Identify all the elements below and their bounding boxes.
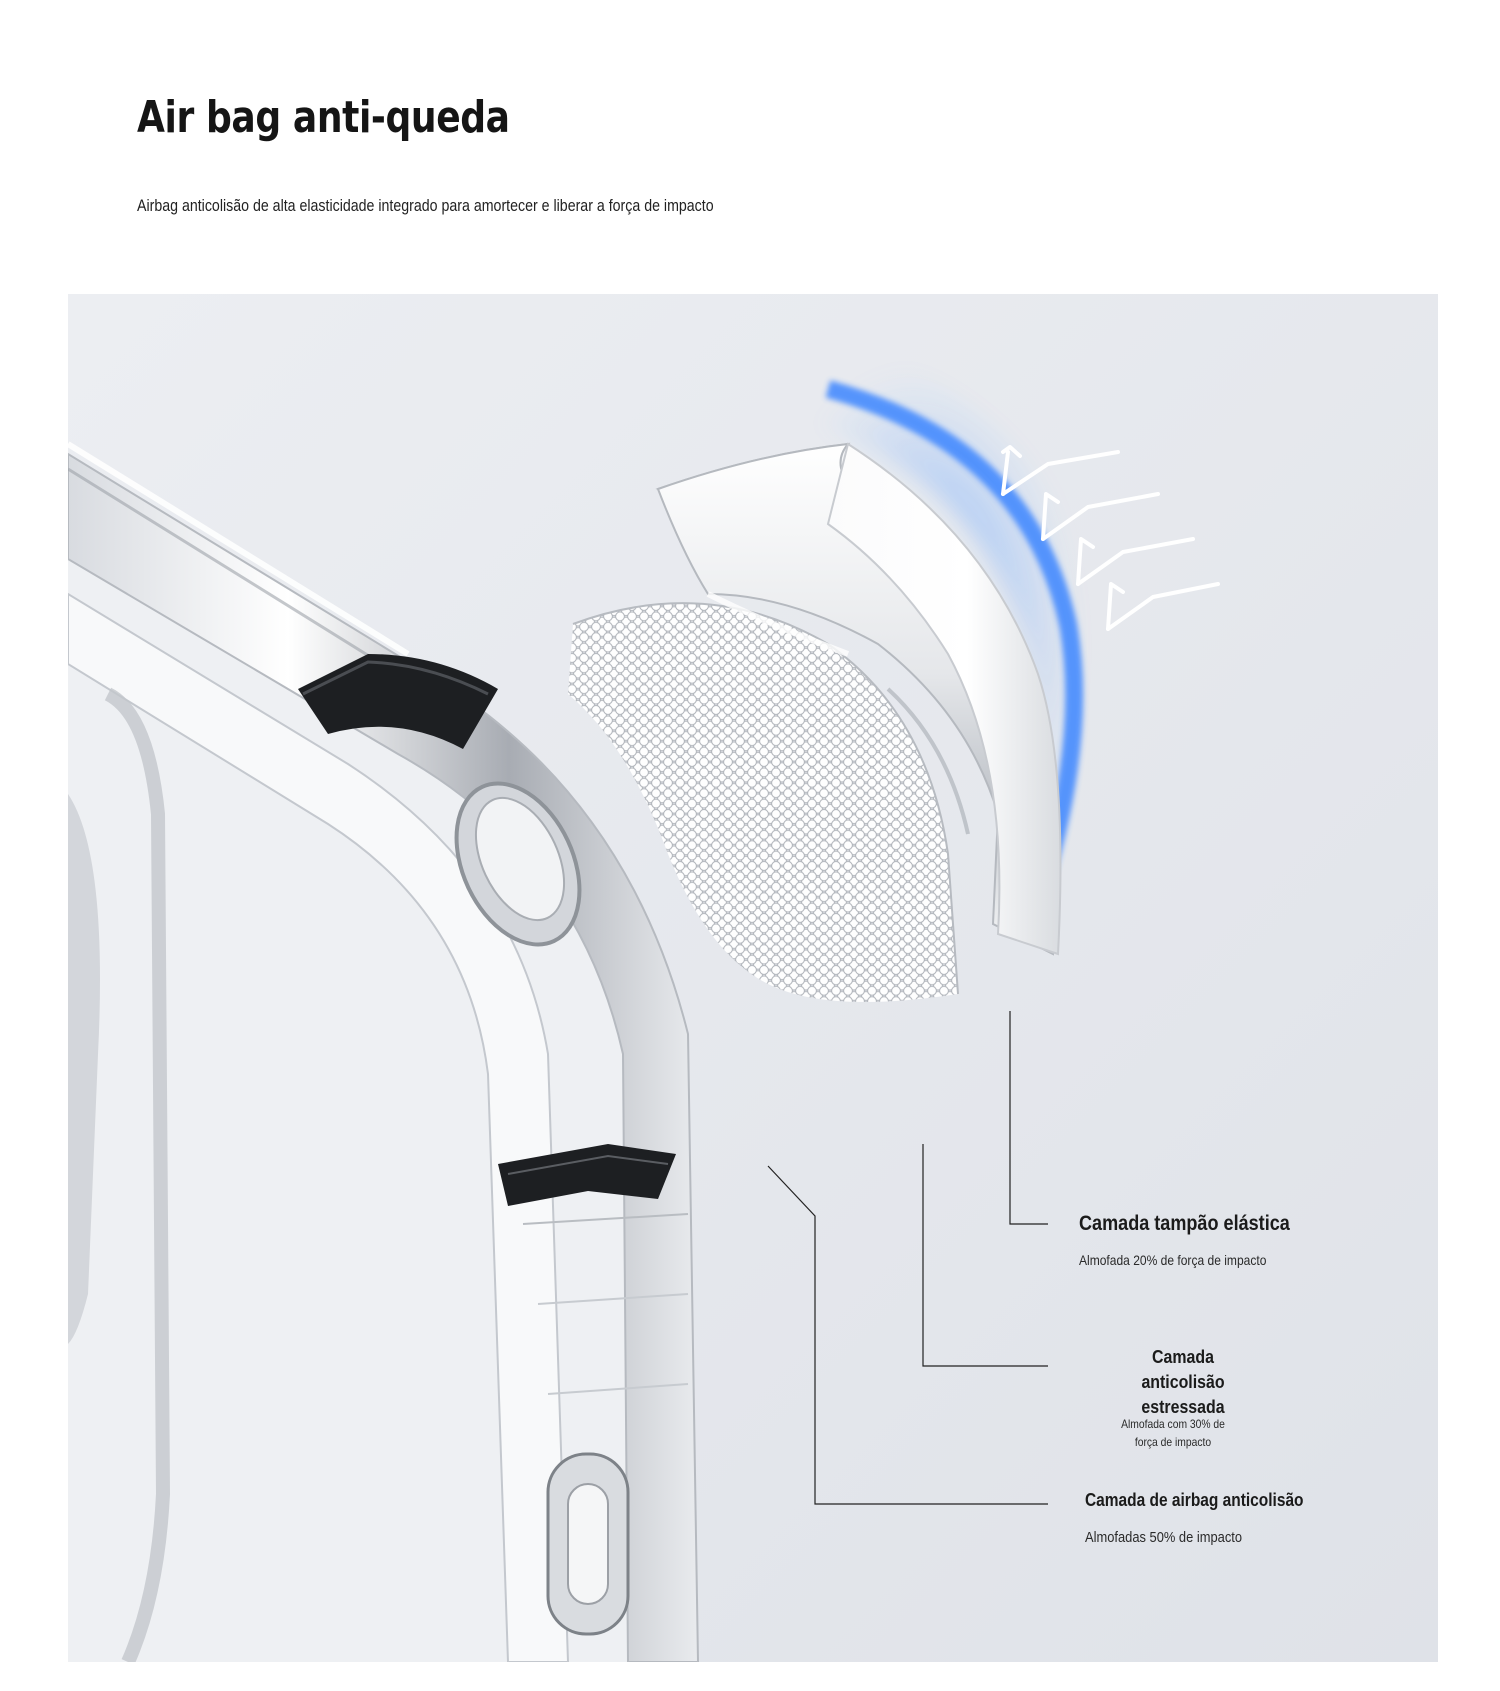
page-subtitle: Airbag anticolisão de alta elasticidade integrado para amortecer e liberar a força de impacto [137,197,714,215]
callout-description: Almofada 20% de força de impacto [1079,1252,1267,1268]
product-illustration [68,294,1438,1662]
page-title: Air bag anti-queda [137,92,510,143]
callout-stressed-layer [1108,1344,1258,1451]
callout-description: Almofada com 30% de força de impacto [1121,1417,1225,1449]
callout-title: Camada de airbag anticolisão [1085,1490,1304,1510]
callout-title: Camada anticolisão estressada [1141,1346,1225,1417]
callout-description: Almofadas 50% de impacto [1085,1529,1243,1546]
callout-title: Camada tampão elástica [1079,1212,1290,1235]
callout-elastic-buffer [1079,1212,1324,1268]
callout-airbag-layer [1085,1490,1339,1546]
